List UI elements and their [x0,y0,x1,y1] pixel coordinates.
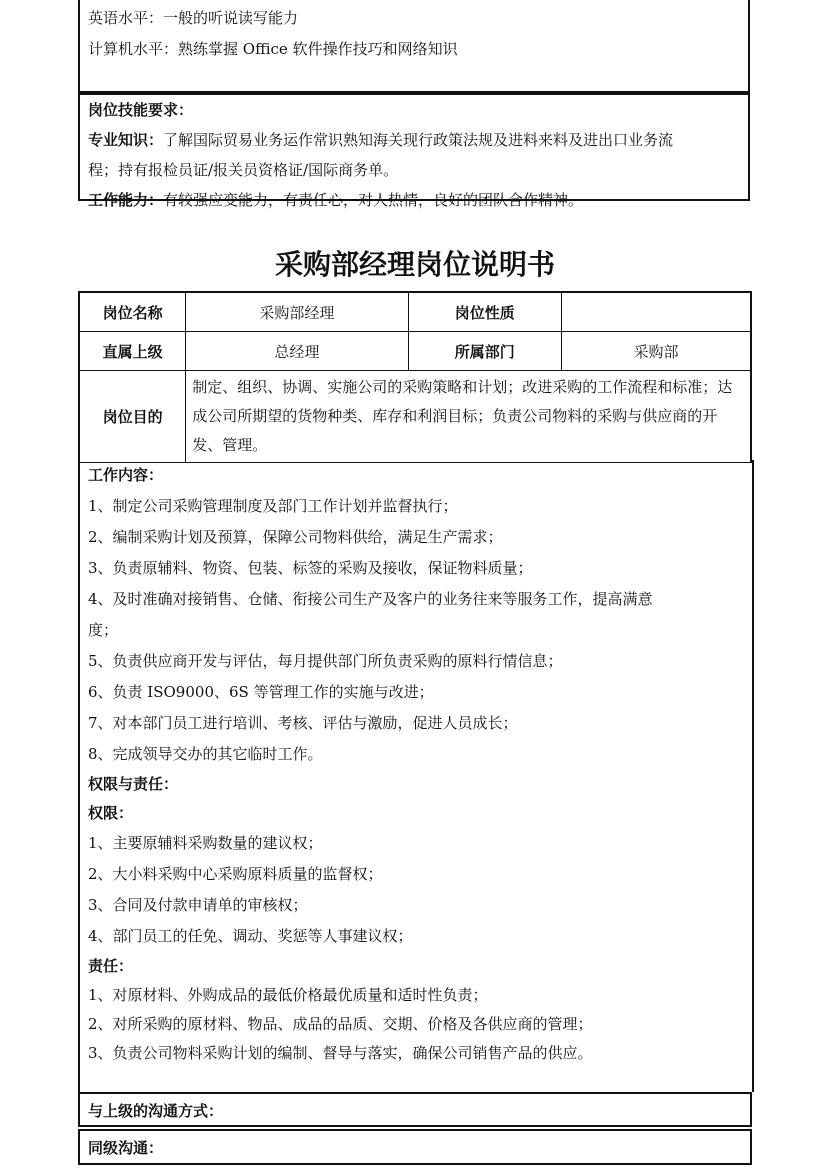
job-info-table [78,291,752,463]
peer-communication: 同级沟通： [78,1129,752,1165]
auth-resp-title: 权限与责任： [88,775,179,793]
english-level: 英语水平：一般的听说读写能力 [88,9,299,27]
resp-title: 责任： [88,957,134,975]
work-title: 工作内容： [88,466,164,484]
auth-item: 2、大小料采购中心采购原料质量的监督权； [88,865,383,883]
auth-item: 4、部门员工的任免、调动、奖惩等人事建议权； [88,927,413,945]
ability-text: 有较强应变能力，有责任心，对人热情，良好的团队合作精神。 [163,191,584,209]
auth-item: 1、主要原辅料采购数量的建议权； [88,834,323,852]
dept-value: 采购部 [562,332,751,371]
work-item: 4、及时准确对接销售、仓储、衔接公司生产及客户的业务往来等服务工作，提高满意 [88,590,653,608]
knowledge-text-cont: 程；持有报检员证/报关员资格证/国际商务单。 [88,161,399,179]
work-item: 1、制定公司采购管理制度及部门工作计划并监督执行； [88,497,458,515]
name-label: 岗位名称 [79,292,186,332]
ability-label: 工作能力： [88,191,164,209]
computer-level: 计算机水平：熟练掌握 Office 软件操作技巧和网络知识 [88,40,458,58]
knowledge-label: 专业知识： [88,131,164,149]
dept-label: 所属部门 [408,332,562,371]
page-title: 采购部经理岗位说明书 [274,248,555,281]
skills-title: 岗位技能要求： [88,101,194,119]
work-item: 7、对本部门员工进行培训、考核、评估与激励，促进人员成长； [88,714,518,732]
purpose-label: 岗位目的 [79,371,186,463]
resp-item: 1、对原材料、外购成品的最低价格最优质量和适时性负责； [88,986,488,1004]
work-item: 3、负责原辅料、物资、包装、标签的采购及接收，保证物料质量； [88,559,533,577]
work-content-section [78,460,754,1092]
auth-title: 权限： [88,804,134,822]
resp-item: 3、负责公司物料采购计划的编制、督导与落实，确保公司销售产品的供应。 [88,1044,593,1062]
superior-value: 总经理 [186,332,408,371]
superior-communication: 与上级的沟通方式： [78,1092,752,1127]
superior-label: 直属上级 [79,332,186,371]
auth-item: 3、合同及付款申请单的审核权； [88,896,308,914]
work-item: 2、编制采购计划及预算，保障公司物料供给，满足生产需求； [88,528,503,546]
nature-value [562,292,751,332]
name-value: 采购部经理 [186,292,408,332]
purpose-text: 制定、组织、协调、实施公司的采购策略和计划；改进采购的工作流程和标准；达成公司所期望的货物种类、库存和利润目标；负责公司物料的采购与供应商的开发、管理。 [186,371,751,463]
work-item: 8、完成领导交办的其它临时工作。 [88,745,323,763]
knowledge-text: 了解国际贸易业务运作常识熟知海关现行政策法规及进料来料及进出口业务流 [163,131,674,149]
skills-section [78,93,750,209]
work-item: 度； [88,621,119,639]
resp-item: 2、对所采购的原材料、物品、成品的品质、交期、价格及各供应商的管理； [88,1015,593,1033]
work-item: 5、负责供应商开发与评估，每月提供部门所负责采购的原料行情信息； [88,652,563,670]
language-computer-section [78,0,750,93]
work-item: 6、负责 ISO9000、6S 等管理工作的实施与改进； [88,683,434,701]
nature-label: 岗位性质 [408,292,562,332]
